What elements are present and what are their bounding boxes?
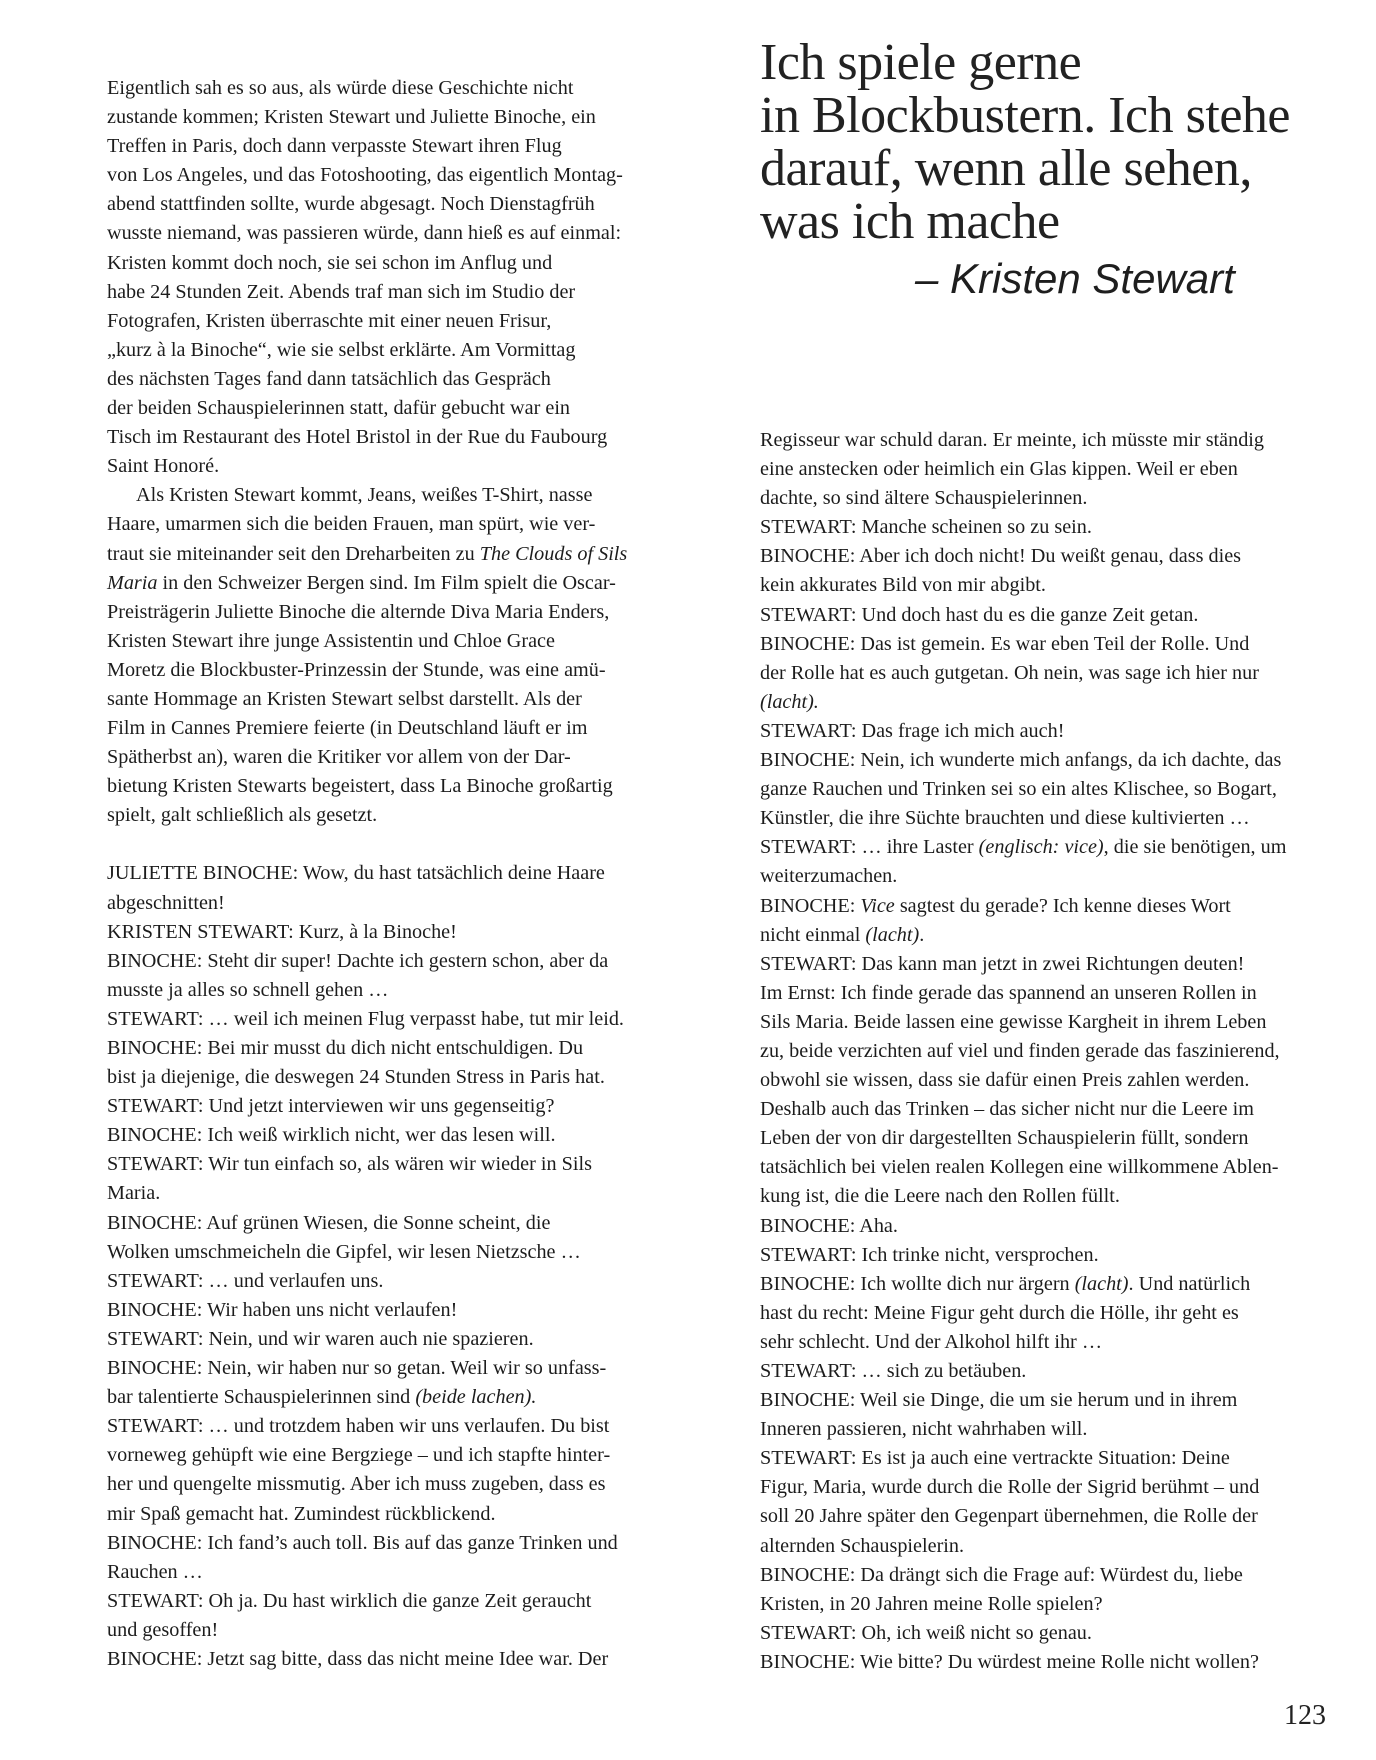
dialogue-line: [760, 833, 1326, 862]
dialogue-line: STEWART: … und trotzdem haben wir uns verlaufen. Du bist: [107, 1415, 610, 1438]
text-line: Preisträgerin Juliette Binoche die alternde Diva Maria Enders,: [107, 600, 610, 623]
text-line: zustande kommen; Kristen Stewart und Juliette Binoche, ein: [107, 106, 596, 129]
stage-direction: (lacht): [1074, 1272, 1129, 1295]
emphasis: Vice: [860, 894, 895, 917]
dialogue-line: KRISTEN STEWART: Kurz, à la Binoche!: [107, 920, 457, 943]
dialogue-line: Figur, Maria, wurde durch die Rolle der Sigrid berühmt – und: [760, 1476, 1260, 1499]
paragraph-gap: [107, 830, 667, 859]
dialogue-line: Regisseur war schuld daran. Er meinte, ich müsste mir ständig: [760, 429, 1265, 451]
text-line: Als Kristen Stewart kommt, Jeans, weißes T-Shirt, nasse: [136, 484, 593, 507]
text-segment: bar talentierte Schauspielerinnen sind: [107, 1386, 416, 1409]
pull-quote-line: in Blockbustern. Ich stehe: [760, 87, 1290, 144]
stage-direction: (beide lachen).: [415, 1386, 537, 1409]
pull-quote-line: Ich spiele gerne: [760, 34, 1082, 91]
dialogue-line: STEWART: Es ist ja auch eine vertrackte Situation: Deine: [760, 1447, 1230, 1470]
dialogue-line: her und quengelte missmutig. Aber ich muss zugeben, dass es: [107, 1473, 606, 1496]
dialogue-line: Kristen, in 20 Jahren meine Rolle spielen?: [760, 1592, 1103, 1615]
dialogue-line: BINOCHE: Das ist gemein. Es war eben Teil der Rolle. Und: [760, 632, 1250, 655]
dialogue-line: Wolken umschmeicheln die Gipfel, wir lesen Nietzsche …: [107, 1240, 581, 1263]
dialogue-line: Rauchen …: [107, 1560, 203, 1583]
film-title: Maria: [107, 571, 158, 594]
text-line: Eigentlich sah es so aus, als würde diese Geschichte nicht: [107, 77, 574, 99]
dialogue-line: BINOCHE: Steht dir super! Dachte ich gestern schon, aber da: [107, 949, 609, 972]
dialogue-line: [760, 921, 1326, 950]
dialogue-line: vorneweg gehüpft wie eine Bergziege – und ich stapfte hinter-: [107, 1444, 611, 1467]
stage-direction: (lacht): [865, 923, 920, 946]
dialogue-line: BINOCHE: Nein, wir haben nur so getan. Weil wir so unfass-: [107, 1357, 607, 1380]
dialogue-line: mir Spaß gemacht hat. Zumindest rückblickend.: [107, 1502, 496, 1525]
text-line: Spätherbst an), waren die Kritiker vor allem von der Dar-: [107, 746, 571, 769]
dialogue-line: kung ist, die die Leere nach den Rollen füllt.: [760, 1185, 1120, 1208]
text-segment: BINOCHE: Ich wollte dich nur ärgern: [760, 1272, 1075, 1295]
text-segment: , die sie benötigen, um: [1103, 836, 1287, 859]
text-segment: traut sie miteinander seit den Dreharbeiten zu: [107, 542, 480, 565]
dialogue-line: BINOCHE: Jetzt sag bitte, dass das nicht meine Idee war. Der: [107, 1647, 609, 1670]
dialogue-line: sehr schlecht. Und der Alkohol hilft ihr …: [760, 1330, 1103, 1353]
dialogue-line: Deshalb auch das Trinken – das sicher nicht nur die Leere im: [760, 1098, 1254, 1121]
dialogue-line: und gesoffen!: [107, 1618, 219, 1641]
text-line: [107, 540, 667, 569]
dialogue-line: Künstler, die ihre Süchte brauchten und diese kultivierten …: [760, 807, 1250, 830]
dialogue-line: STEWART: Und jetzt interviewen wir uns gegenseitig?: [107, 1095, 555, 1118]
film-title: The Clouds of Sils: [479, 542, 628, 565]
dialogue-line: BINOCHE: Wie bitte? Du würdest meine Rolle nicht wollen?: [760, 1650, 1259, 1673]
text-segment: STEWART: … ihre Laster: [760, 836, 979, 859]
text-line: bietung Kristen Stewarts begeistert, dass La Binoche großartig: [107, 775, 613, 798]
dialogue-line: BINOCHE: Nein, ich wunderte mich anfangs, da ich dachte, das: [760, 749, 1282, 772]
text-line: der beiden Schauspielerinnen statt, dafür gebucht war ein: [107, 397, 571, 420]
text-line: Kristen Stewart ihre junge Assistentin und Chloe Grace: [107, 629, 555, 652]
page-number: 123: [1284, 1700, 1326, 1731]
text-line: des nächsten Tages fand dann tatsächlich das Gespräch: [107, 367, 551, 390]
dialogue-line: BINOCHE: Weil sie Dinge, die um sie herum und in ihrem: [760, 1389, 1238, 1412]
text-line: abend stattfinden sollte, wurde abgesagt. Noch Dienstagfrüh: [107, 193, 595, 216]
text-segment: in den Schweizer Bergen sind. Im Film spielt die Oscar-: [157, 571, 616, 594]
pull-quote-line: darauf, wenn alle sehen,: [760, 140, 1252, 197]
dialogue-line: ganze Rauchen und Trinken sei so ein altes Klischee, so Bogart,: [760, 778, 1277, 801]
dialogue-line: STEWART: Oh ja. Du hast wirklich die ganze Zeit geraucht: [107, 1589, 592, 1612]
dialogue-line: STEWART: … weil ich meinen Flug verpasst habe, tut mir leid.: [107, 1007, 624, 1030]
dialogue-line: [760, 688, 1326, 717]
text-segment: .: [919, 923, 925, 946]
text-line: von Los Angeles, und das Fotoshooting, das eigentlich Montag-: [107, 164, 623, 187]
interview-dialogue: [107, 859, 667, 1674]
dialogue-line: STEWART: Ich trinke nicht, versprochen.: [760, 1243, 1099, 1266]
dialogue-line: JULIETTE BINOCHE: Wow, du hast tatsächlich deine Haare: [107, 862, 605, 885]
text-line: sante Hommage an Kristen Stewart selbst darstellt. Als der: [107, 687, 582, 710]
dialogue-line: soll 20 Jahre später den Gegenpart übernehmen, die Rolle der: [760, 1505, 1258, 1528]
dialogue-line: Im Ernst: Ich finde gerade das spannend an unseren Rollen in: [760, 981, 1257, 1004]
stage-direction: (englisch: vice): [978, 836, 1104, 859]
dialogue-line: STEWART: … sich zu betäuben.: [760, 1360, 1027, 1382]
quote-attribution: – Kristen Stewart: [915, 255, 1235, 302]
dialogue-line: BINOCHE: Ich weiß wirklich nicht, wer das lesen will.: [107, 1124, 556, 1147]
dialogue-line: [760, 1270, 1326, 1299]
text-line: Haare, umarmen sich die beiden Frauen, man spürt, wie ver-: [107, 513, 596, 536]
text-segment: . Und natürlich: [1128, 1272, 1251, 1295]
dialogue-line: STEWART: Manche scheinen so zu sein.: [760, 516, 1092, 539]
dialogue-line: STEWART: Nein, und wir waren auch nie spazieren.: [107, 1327, 534, 1350]
dialogue-line: Leben der von dir dargestellten Schauspielerin füllt, sondern: [760, 1127, 1249, 1150]
text-line: Film in Cannes Premiere feierte (in Deutschland läuft er im: [107, 717, 588, 740]
dialogue-line: STEWART: Das frage ich mich auch!: [760, 719, 1065, 742]
dialogue-line: BINOCHE: Da drängt sich die Frage auf: Würdest du, liebe: [760, 1563, 1243, 1586]
text-line: Treffen in Paris, doch dann verpasste Stewart ihren Flug: [107, 135, 562, 158]
text-line: [107, 569, 667, 598]
dialogue-line: Sils Maria. Beide lassen eine gewisse Kargheit in ihrem Leben: [760, 1010, 1267, 1033]
dialogue-line: STEWART: Das kann man jetzt in zwei Richtungen deuten!: [760, 952, 1245, 975]
pull-quote: [760, 36, 1350, 248]
stage-direction: (lacht).: [760, 690, 819, 713]
text-line: Kristen kommt doch noch, sie sei schon im Anflug und: [107, 251, 553, 274]
dialogue-line: abgeschnitten!: [107, 891, 225, 914]
second-paragraph: [107, 481, 667, 830]
dialogue-line: bist ja diejenige, die deswegen 24 Stunden Stress in Paris hat.: [107, 1066, 605, 1089]
dialogue-line: [107, 1383, 667, 1412]
dialogue-line: BINOCHE: Bei mir musst du dich nicht entschuldigen. Du: [107, 1037, 584, 1059]
intro-paragraph: [107, 74, 667, 481]
text-line: habe 24 Stunden Zeit. Abends traf man sich im Studio der: [107, 280, 576, 303]
text-line: Fotografen, Kristen überraschte mit einer neuen Frisur,: [107, 309, 552, 332]
dialogue-line: BINOCHE: Auf grünen Wiesen, die Sonne scheint, die: [107, 1211, 551, 1234]
text-line: spielt, galt schließlich als gesetzt.: [107, 804, 378, 827]
dialogue-line: STEWART: Wir tun einfach so, als wären wir wieder in Sils: [107, 1153, 592, 1176]
dialogue-line: [760, 892, 1326, 921]
text-line: wusste niemand, was passieren würde, dann hieß es auf einmal:: [107, 222, 622, 245]
pull-quote-line: was ich mache: [760, 193, 1060, 250]
dialogue-line: alternden Schauspielerin.: [760, 1534, 965, 1557]
text-segment: sagtest du gerade? Ich kenne dieses Wort: [894, 894, 1231, 917]
dialogue-line: der Rolle hat es auch gutgetan. Oh nein, was sage ich hier nur: [760, 661, 1259, 684]
dialogue-line: eine anstecken oder heimlich ein Glas kippen. Weil er eben: [760, 458, 1238, 481]
text-line: „kurz à la Binoche“, wie sie selbst erklärte. Am Vormittag: [107, 338, 576, 361]
dialogue-line: tatsächlich bei vielen realen Kollegen eine willkommene Ablen-: [760, 1156, 1279, 1179]
dialogue-line: BINOCHE: Ich fand’s auch toll. Bis auf das ganze Trinken und: [107, 1531, 618, 1554]
dialogue-line: BINOCHE: Aber ich doch nicht! Du weißt genau, dass dies: [760, 545, 1242, 568]
text-segment: nicht einmal: [760, 923, 866, 946]
dialogue-line: Maria.: [107, 1182, 161, 1205]
dialogue-line: BINOCHE: Aha.: [760, 1214, 898, 1237]
text-line: Saint Honoré.: [107, 455, 220, 478]
dialogue-line: kein akkurates Bild von mir abgibt.: [760, 574, 1046, 597]
left-column: [107, 74, 667, 1674]
right-column: [760, 426, 1326, 1677]
dialogue-line: zu, beide verzichten auf viel und finden gerade das faszinierend,: [760, 1039, 1280, 1062]
dialogue-line: hast du recht: Meine Figur geht durch die Hölle, ihr geht es: [760, 1301, 1239, 1324]
text-line: Tisch im Restaurant des Hotel Bristol in der Rue du Faubourg: [107, 426, 608, 449]
dialogue-line: STEWART: Oh, ich weiß nicht so genau.: [760, 1621, 1092, 1644]
text-segment: BINOCHE:: [760, 894, 861, 917]
dialogue-line: Inneren passieren, nicht wahrhaben will.: [760, 1418, 1088, 1441]
dialogue-line: BINOCHE: Wir haben uns nicht verlaufen!: [107, 1298, 458, 1321]
dialogue-line: STEWART: Und doch hast du es die ganze Zeit getan.: [760, 603, 1199, 626]
dialogue-line: obwohl sie wissen, dass sie dafür einen Preis zahlen werden.: [760, 1069, 1250, 1092]
text-line: Moretz die Blockbuster-Prinzessin der Stunde, was eine amü-: [107, 658, 606, 681]
dialogue-line: STEWART: … und verlaufen uns.: [107, 1269, 384, 1292]
dialogue-line: dachte, so sind ältere Schauspielerinnen.: [760, 487, 1088, 510]
dialogue-line: weiterzumachen.: [760, 865, 898, 888]
dialogue-line: musste ja alles so schnell gehen …: [107, 978, 389, 1001]
